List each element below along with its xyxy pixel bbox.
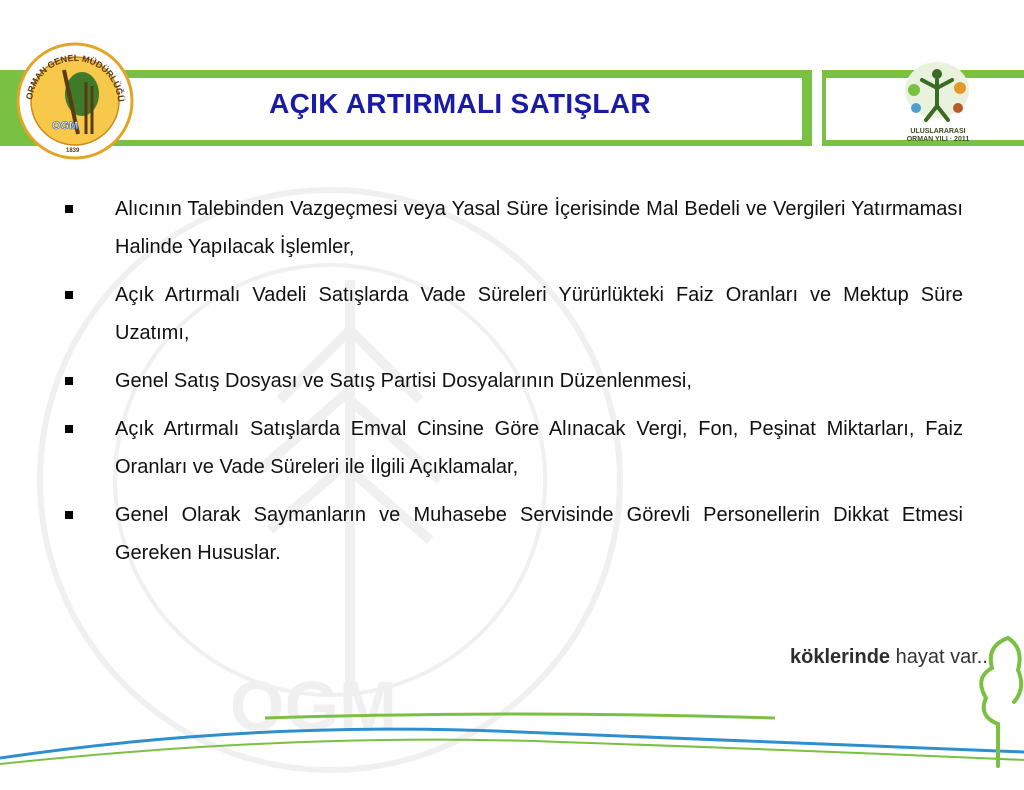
list-item: [60, 190, 963, 266]
tagline-rest: hayat var...: [890, 646, 994, 668]
forest-year-caption: [890, 128, 986, 144]
list-item-text: Açık Artırmalı Satışlarda Emval Cinsine Göre Alınacak Vergi, Fon, Peşinat Miktarları, Faiz Oranları ve Vade Süreleri ile İlgili Açıklamalar,: [115, 418, 963, 478]
page-title: AÇIK ARTIRMALI SATIŞLAR: [269, 88, 651, 119]
ogm-tree-logo-icon: [16, 42, 134, 160]
list-item-text: Açık Artırmalı Vadeli Satışlarda Vade Süreleri Yürürlükteki Faiz Oranları ve Mektup Süre Uzatımı,: [115, 284, 963, 344]
content-list: [60, 190, 963, 582]
bullet-square-icon: [65, 511, 73, 519]
list-item: [60, 276, 963, 352]
logo-abbr: OGM: [52, 120, 79, 132]
tagline-bold: köklerinde: [790, 646, 891, 668]
list-item-text: Genel Olarak Saymanların ve Muhasebe Servisinde Görevli Personellerin Dikkat Etmesi Gereken Hususlar.: [115, 504, 963, 564]
forest-year-line2: ORMAN YILI · 2011: [906, 136, 970, 143]
logo-ring-text: ORMAN GENEL MÜDÜRLÜĞÜ: [24, 52, 127, 103]
footer-tagline: [790, 646, 993, 669]
tree-outline-icon: [968, 628, 1024, 768]
forest-year-line1: ULUSLARARASI: [910, 128, 966, 135]
bullet-square-icon: [65, 291, 73, 299]
list-item: [60, 496, 963, 572]
logo-year: 1839: [66, 148, 80, 154]
list-item-text: Alıcının Talebinden Vazgeçmesi veya Yasal Süre İçerisinde Mal Bedeli ve Vergileri Yatırmaması Halinde Yapılacak İşlemler,: [115, 198, 963, 258]
list-item: [60, 410, 963, 486]
bullet-square-icon: [65, 205, 73, 213]
list-item: [60, 362, 963, 400]
bullet-square-icon: [65, 425, 73, 433]
svg-text:OGM: OGM: [230, 667, 398, 745]
bullet-square-icon: [65, 377, 73, 385]
list-item-text: Genel Satış Dosyası ve Satış Partisi Dosyalarının Düzenlenmesi,: [115, 370, 692, 392]
footer-wave-decoration: [0, 690, 1024, 768]
